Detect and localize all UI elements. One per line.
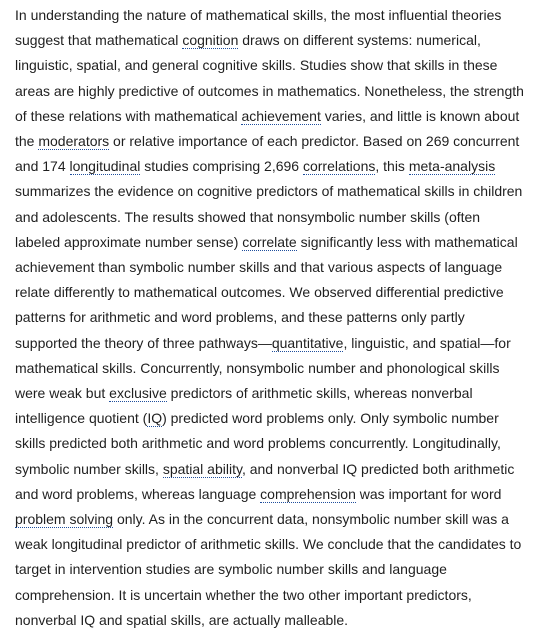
abstract-text-segment: predictors of arithmetic skills, whereas nonverbal intelligence quotient ( <box>15 385 473 427</box>
glossary-term-longitudinal[interactable]: longitudinal <box>69 158 141 175</box>
glossary-term-iq[interactable]: IQ <box>147 410 163 427</box>
glossary-term-cognition[interactable]: cognition <box>182 32 239 49</box>
glossary-term-comprehension[interactable]: comprehension <box>260 485 356 502</box>
abstract-text-segment: significantly less with mathematical achievement than symbolic number skills and that various aspects of language relate differently to mathematical outcomes. We observed differential predictive patterns for arithmetic and word problems, and these patterns only partly supported the theory of three pathways— <box>15 233 518 351</box>
glossary-term-moderators[interactable]: moderators <box>38 133 110 150</box>
glossary-term-spatial-ability[interactable]: spatial ability <box>162 460 242 477</box>
abstract-text-segment: varies, and little is known about the <box>15 107 520 150</box>
abstract-text-segment: draws on different systems: numerical, linguistic, spatial, and general cognitive skills. Studies show that skills in these areas are highly predictive of outcomes in mathematics. Nonetheless, the strength of these relations with mathematical <box>15 32 524 124</box>
abstract-text-segment: , and nonverbal IQ predicted both arithmetic and word problems, whereas language <box>15 460 515 502</box>
glossary-term-correlate[interactable]: correlate <box>242 233 297 250</box>
glossary-term-meta-analysis[interactable]: meta-analysis <box>408 158 496 175</box>
abstract-text-segment: , linguistic, and spatial—for mathematical skills. Concurrently, nonsymbolic number and phonological skills were weak but <box>15 334 511 402</box>
glossary-term-quantitative[interactable]: quantitative <box>271 334 344 351</box>
abstract-text-segment: or relative importance of each predictor. Based on 269 concurrent and 174 <box>15 133 520 175</box>
abstract-text-segment: summarizes the evidence on cognitive predictors of mathematical skills in children and adolescents. The results showed that nonsymbolic number skills (often labeled approximate number sense) <box>15 183 523 250</box>
abstract-text-segment: only. As in the concurrent data, nonsymbolic number skill was a weak longitudinal predictor of arithmetic skills. We conclude that the candidates to target in intervention studies are symbolic number skills and language comprehension. It is uncertain whether the two other important predictors, nonverbal IQ and spatial skills, are actually malleable. <box>15 511 522 628</box>
abstract-text-segment: was important for word <box>355 485 502 502</box>
glossary-term-problem-solving[interactable]: problem solving <box>15 511 114 528</box>
abstract-text-segment: , this <box>375 158 409 175</box>
glossary-term-correlations[interactable]: correlations <box>302 158 376 175</box>
abstract-text-segment: studies comprising 2,696 <box>140 158 303 175</box>
abstract-text-segment: ) predicted word problems only. Only symbolic number skills predicted both arithmetic and word problems concurrently. Longitudinally, symbolic number skills, <box>15 410 501 477</box>
glossary-term-exclusive[interactable]: exclusive <box>109 385 167 402</box>
abstract-paragraph <box>15 3 527 633</box>
abstract-text-segment: In understanding the nature of mathematical skills, the most influential theories suggest that mathematical <box>15 7 502 49</box>
glossary-term-achievement[interactable]: achievement <box>241 107 321 124</box>
